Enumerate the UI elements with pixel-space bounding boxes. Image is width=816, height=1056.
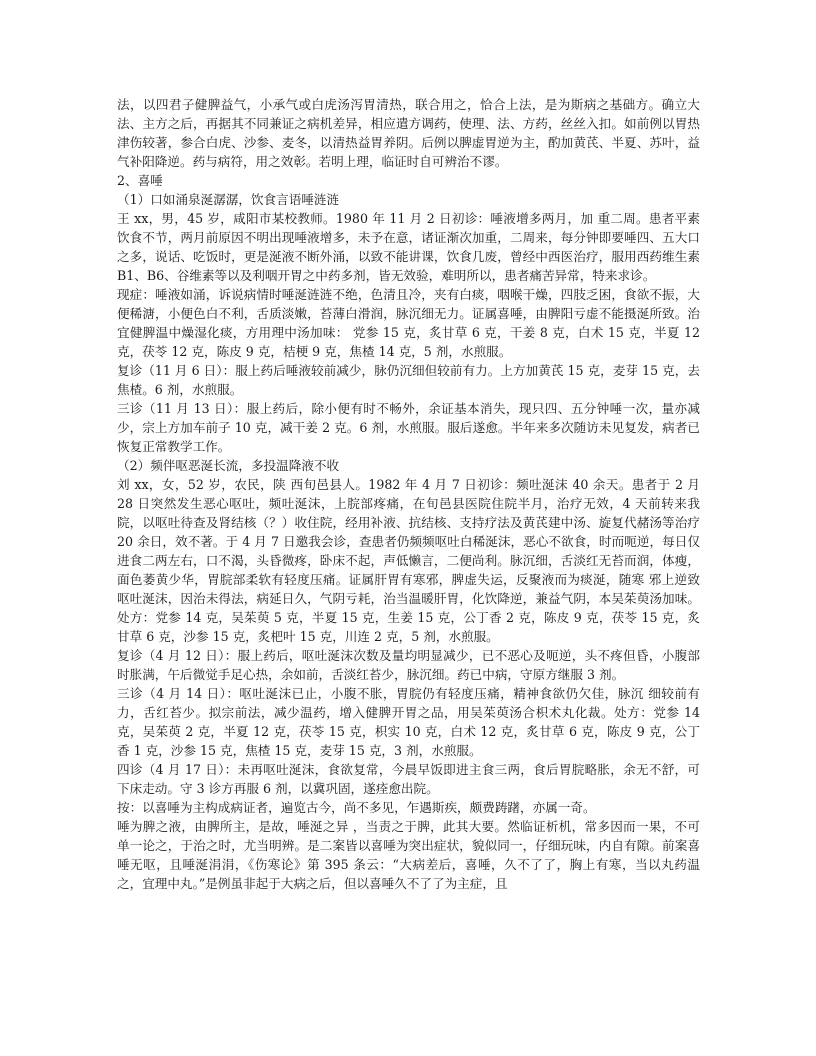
case-2-second-visit: 复诊（4 月 12 日）：服上药后，呕吐涎沫次数及量均明显减少，已不恶心及呃逆，头不疼但昏，小腹部时胀满，午后微觉手足心热，余如前，舌淡红苔少，脉沉细。药已中病，守原方继服 3 剂。 xyxy=(117,648,700,682)
subheading-case-2: （2）频伴呕恶涎长流，多投温降液不收 xyxy=(117,458,340,473)
document-page xyxy=(117,95,700,893)
section-heading-xitu: 2、喜唾 xyxy=(117,173,163,188)
case-1-second-visit: 复诊（11 月 6 日）：服上药后唾液较前减少，脉仍沉细但较前有力。上方加黄芪 15 克，麦芽 15 克，去焦楂。6 剂，水煎服。 xyxy=(117,363,700,397)
case-2-third-visit: 三诊（4 月 14 日）：呕吐涎沫已止，小腹不胀，胃脘仍有轻度压痛，精神食欲仍欠佳，脉沉 细较前有力，舌红苔少。拟宗前法，减少温药，增入健脾开胃之品，用吴茱萸汤合枳术丸化裁。处方：党参 14 克，吴茱萸 2 克，半夏 12 克，茯苓 15 克，枳实 10 克，白术 12 克，炙甘草 6 克，陈皮 9 克，公丁香 1 克，沙参 15 克，焦楂 15 克，麦芽 15 克，3 剂，水煎服。 xyxy=(117,686,700,758)
case-1-current-symptoms: 现症：唾液如涌，诉说病情时唾涎涟涟不绝，色清且冷，夹有白痰，咽喉干燥，四肢乏困，食欲不振，大便稀溏，小便色白不利，舌质淡嫩，苔薄白滑润，脉沉细无力。证属喜唾，由脾阳亏虚不能摄涎所致。治宜健脾温中燥湿化痰，方用理中汤加味： 党参 15 克，炙甘草 6 克，干姜 8 克，白术 15 克，半夏 12 克，茯苓 12 克，陈皮 9 克，桔梗 9 克，焦楂 14 克，5 剂，水煎服。 xyxy=(117,287,700,359)
paragraph-formula-summary: 法，以四君子健脾益气，小承气或白虎汤泻胃清热，联合用之，恰合上法，是为斯病之基础方。确立大法、主方之后，再据其不同兼证之病机差异，相应遣方调药，使理、法、方药，丝丝入扣。如前例以胃热津伤较著，参合白虎、沙参、麦冬，以清热益胃养阴。后例以脾虚胃逆为主，酌加黄芪、半夏、苏叶，益气补阳降逆。药与病符，用之效彰。若明上理，临证时自可辨治不谬。 xyxy=(117,97,700,169)
commentary-analysis: 唾为脾之液，由脾所主，是故，唾涎之异 ，当责之于脾，此其大要。然临证析机，常多因而一果，不可单一论之，于治之时，尤当明辨。是二案皆以喜唾为突出症状，貌似同一，仔细玩味，内自有隙。前案喜唾无呕，且唾涎涓涓，《伤寒论》第 395 条云：“大病差后，喜唾，久不了了，胸上有寒，当以丸药温之，宜理中丸。”是例虽非起于大病之后，但以喜唾久不了了为主症，且 xyxy=(117,819,700,891)
case-1-third-visit: 三诊（11 月 13 日）：服上药后，除小便有时不畅外，余证基本消失，现只四、五分钟唾一次，量亦减少，宗上方加车前子 10 克，减干姜 2 克。6 剂，水煎服。服后遂愈。半年来多次随访未见复发，病者已恢复正常教学工作。 xyxy=(117,401,700,454)
case-1-history: 王 xx，男，45 岁，咸阳市某校教师。1980 年 11 月 2 日初诊：唾液增多两月，加 重二周。患者平素饮食不节，两月前原因不明出现唾液增多，未予在意，诸证渐次加重，二周来，每分钟即要唾四、五大口之多，说话、吃饭时，更是涎液不断外涌，以致不能讲课，饮食几废，曾经中西医治疗，服用西药维生素 B1、B6、谷维素等以及利咽开胃之中药多剂，皆无效验，难明所以，患者痛苦异常，特来求诊。 xyxy=(117,211,700,283)
subheading-case-1: （1）口如涌泉涎潺潺，饮食言语唾涟涟 xyxy=(117,192,340,207)
commentary-intro: 按：以喜唾为主构成病证者，遍览古今，尚不多见，乍遇斯疾，颇费踌躇，亦属一奇。 xyxy=(117,800,596,815)
case-2-history: 刘 xx，女，52 岁，农民，陕 西旬邑县人。1982 年 4 月 7 日初诊：频吐涎沫 40 余天。患者于 2 月 28 日突然发生恶心呕吐，频吐涎沫，上脘部疼痛，在旬邑县医院住院半月，治疗无效，4 天前转来我院，以呕吐待查及肾结核（？）收住院，经用补液、抗结核、支持疗法及黄芪建中汤、旋复代赭汤等治疗 20 余日，效不著。于 4 月 7 日邀我会诊，查患者仍频频呕吐白稀涎沫，恶心不欲食，时而呃逆，每日仅进食二两左右，口不渴，头昏微疼，卧床不起，声低懒言，二便尚利。脉沉细，舌淡红无苔而润，体瘦，面色萎黄少华，胃脘部柔软有轻度压痛。证属肝胃有寒邪，脾虚失运，反聚液而为痰涎，随寒 邪上逆致呕吐涎沫，因治未得法，病延日久，气阴亏耗，治当温暖肝胃，化饮降逆，兼益气阴，本吴茱萸汤加味。处方：党参 14 克，吴茱萸 5 克，半夏 15 克，生姜 15 克，公丁香 2 克，陈皮 9 克，茯苓 15 克，炙甘草 6 克，沙参 15 克，炙杷叶 15 克，川连 2 克，5 剂，水煎服。 xyxy=(117,477,700,644)
case-2-fourth-visit: 四诊（4 月 17 日）：未再呕吐涎沫，食欲复常，今晨早饭即进主食三两，食后胃脘略胀，余无不舒，可下床走动。守 3 诊方再服 6 剂，以冀巩固，遂痊愈出院。 xyxy=(117,762,700,796)
